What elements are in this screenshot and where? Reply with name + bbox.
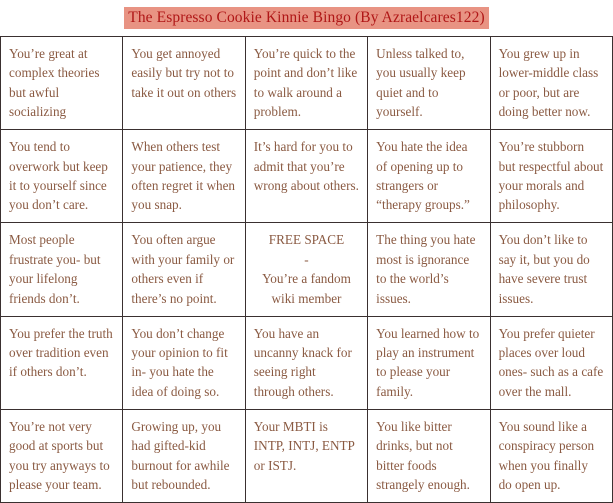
bingo-cell[interactable] xyxy=(490,316,612,409)
bingo-cell[interactable] xyxy=(245,37,367,130)
bingo-cell[interactable] xyxy=(123,130,245,223)
bingo-cell-text: You don’t change your opinion to fit in- you hate the idea of doing so. xyxy=(131,325,228,399)
bingo-cell-text: Unless talked to, you usually keep quiet and to yourself. xyxy=(376,46,466,120)
bingo-cell[interactable] xyxy=(245,130,367,223)
bingo-row xyxy=(1,409,613,502)
bingo-cell[interactable] xyxy=(368,409,490,502)
bingo-cell-text: You’re stubborn but respectful about your morals and philosophy. xyxy=(498,139,604,213)
bingo-cell[interactable] xyxy=(368,37,490,130)
bingo-cell[interactable] xyxy=(245,409,367,502)
title-bar xyxy=(0,0,613,36)
bingo-cell-text: You grew up in lower-middle class or poor, but are doing better now. xyxy=(498,46,599,120)
bingo-cell[interactable] xyxy=(1,130,123,223)
bingo-cell[interactable] xyxy=(368,130,490,223)
bingo-cell-text: You learned how to play an instrument to please your family. xyxy=(376,325,480,399)
bingo-cell[interactable] xyxy=(368,316,490,409)
bingo-free-space-cell[interactable] xyxy=(245,223,367,316)
page-title: The Espresso Cookie Kinnie Bingo (By Azraelcares122) xyxy=(124,7,488,29)
bingo-cell[interactable] xyxy=(123,223,245,316)
bingo-cell-text: You sound like a conspiracy person when you finally do open up. xyxy=(498,418,595,492)
bingo-cell-text: You like bitter drinks, but not bitter foods strangely enough. xyxy=(376,418,470,492)
free-space-description-line-2: wiki member xyxy=(271,290,342,306)
bingo-cell-text: Your MBTI is INTP, INTJ, ENTP or ISTJ. xyxy=(253,418,355,473)
bingo-cell[interactable] xyxy=(1,37,123,130)
free-space-description-line-1: You’re a fandom xyxy=(262,271,351,287)
bingo-cell[interactable] xyxy=(123,37,245,130)
bingo-row xyxy=(1,130,613,223)
bingo-cell-text: You tend to overwork but keep it to yourself since you don’t care. xyxy=(9,139,108,213)
bingo-cell[interactable] xyxy=(490,130,612,223)
free-space-divider: - xyxy=(304,251,309,267)
bingo-cell-text: You get annoyed easily but try not to take it out on others xyxy=(131,46,237,100)
bingo-cell-text: You have an uncanny knack for seeing right through others. xyxy=(253,325,352,399)
bingo-cell[interactable] xyxy=(490,409,612,502)
bingo-cell[interactable] xyxy=(123,409,245,502)
bingo-cell-text: Growing up, you had gifted-kid burnout for awhile but rebounded. xyxy=(131,418,230,492)
bingo-cell[interactable] xyxy=(1,316,123,409)
free-space-label: FREE SPACE xyxy=(268,232,345,248)
bingo-cell[interactable] xyxy=(123,316,245,409)
bingo-cell[interactable] xyxy=(1,409,123,502)
bingo-cell-text: You often argue with your family or others even if there’s no point. xyxy=(131,232,235,306)
bingo-cell-text: You’re not very good at sports but you try anyways to please your team. xyxy=(9,418,110,492)
bingo-cell[interactable] xyxy=(1,223,123,316)
bingo-cell-text: It’s hard for you to admit that you’re wrong about others. xyxy=(253,139,359,193)
bingo-cell-text: You don’t like to say it, but you do have severe trust issues. xyxy=(498,232,590,306)
bingo-row xyxy=(1,316,613,409)
bingo-cell-text: You hate the idea of opening up to strangers or “therapy groups.” xyxy=(376,139,470,213)
bingo-cell-text: When others test your patience, they often regret it when you snap. xyxy=(131,139,236,213)
bingo-row xyxy=(1,37,613,130)
bingo-cell-text: The thing you hate most is ignorance to the world’s issues. xyxy=(376,232,476,306)
bingo-row xyxy=(1,223,613,316)
bingo-grid xyxy=(0,36,613,503)
bingo-cell-text: You’re great at complex theories but awful socializing xyxy=(9,46,100,120)
bingo-cell-text: Most people frustrate you- but your lifelong friends don’t. xyxy=(9,232,101,306)
bingo-cell-text: You prefer the truth over tradition even if others don’t. xyxy=(9,325,113,380)
bingo-cell[interactable] xyxy=(490,223,612,316)
bingo-cell-text: You’re quick to the point and don’t like to walk around a problem. xyxy=(253,46,358,120)
bingo-cell[interactable] xyxy=(245,316,367,409)
bingo-cell[interactable] xyxy=(368,223,490,316)
bingo-cell-text: You prefer quieter places over loud ones- such as a cafe over the mall. xyxy=(498,325,604,399)
bingo-cell[interactable] xyxy=(490,37,612,130)
